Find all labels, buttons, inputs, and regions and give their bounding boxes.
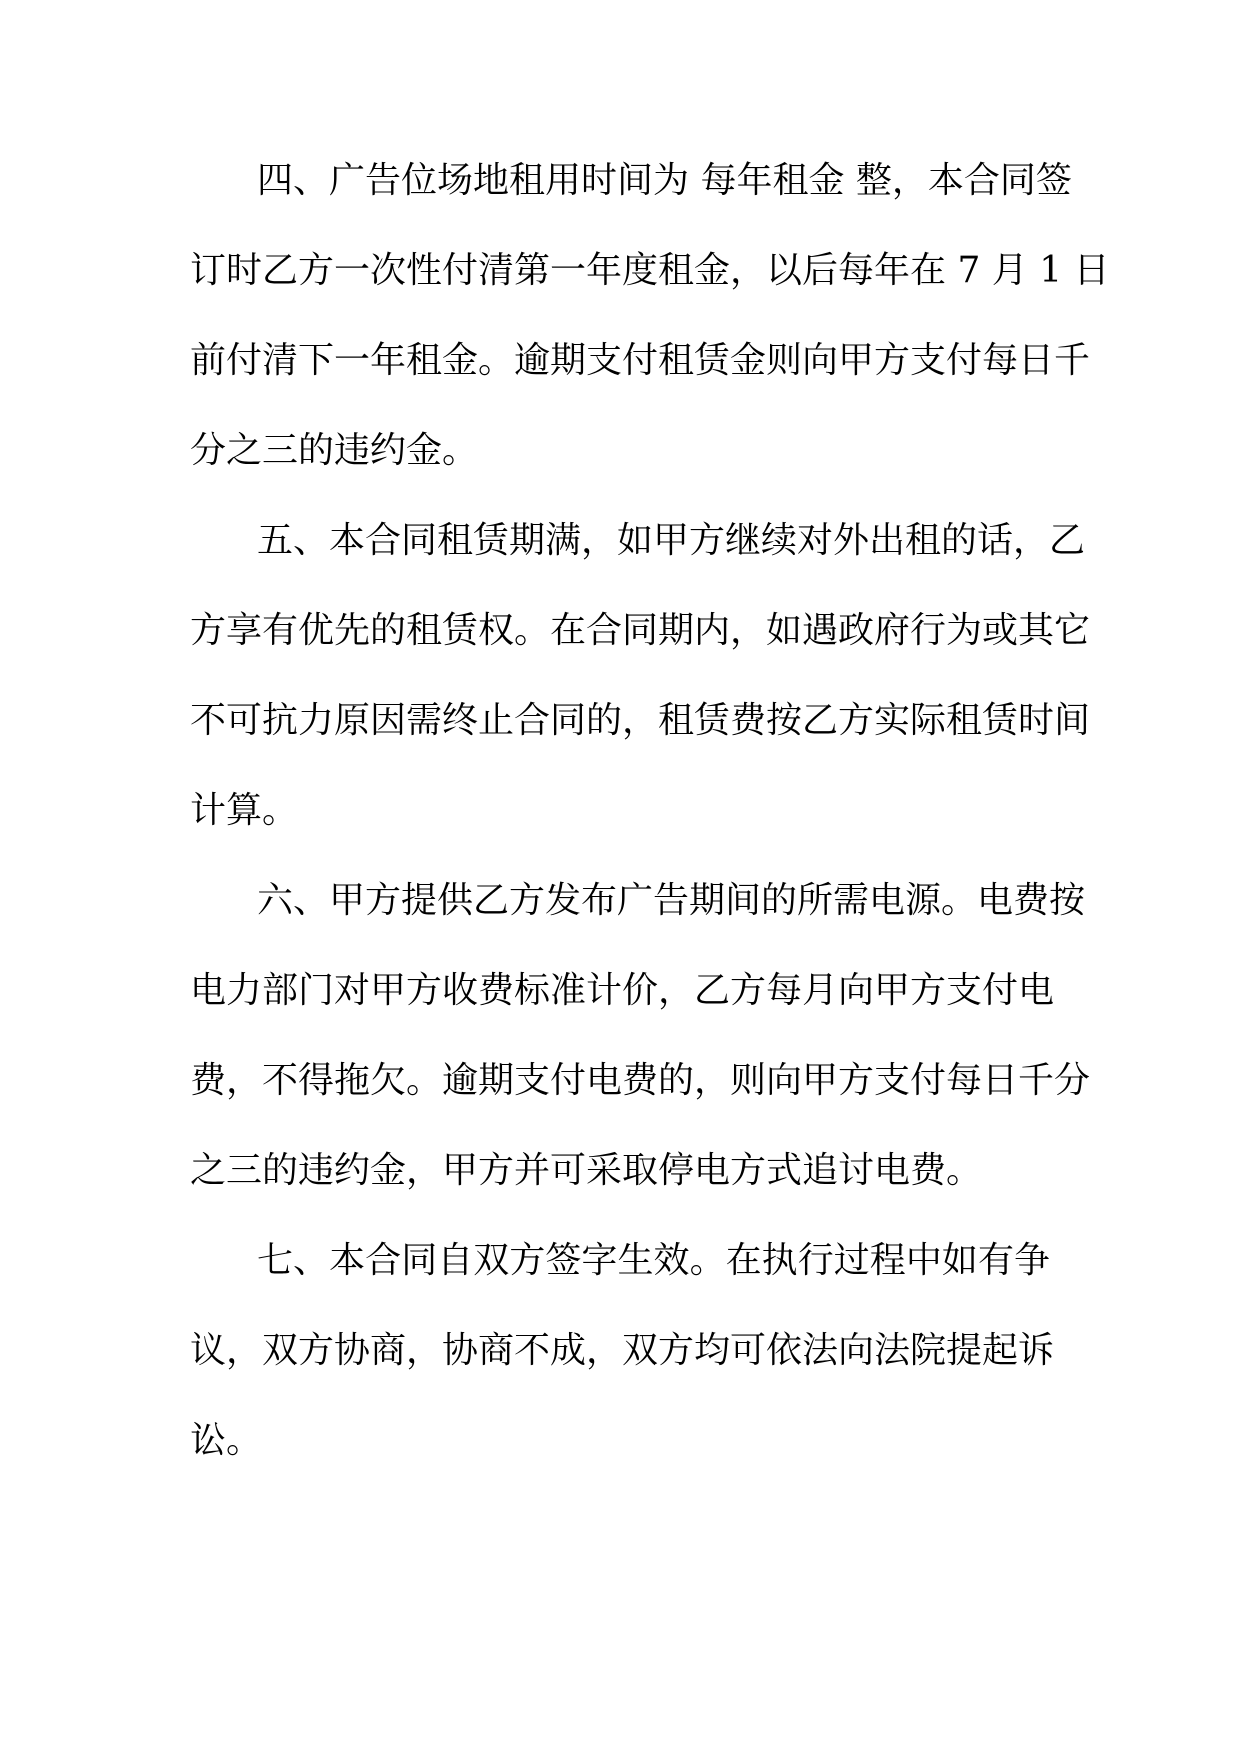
paragraph-4-line-3: 前付清下一年租金。逾期支付租赁金则向甲方支付每日千: [190, 340, 1091, 381]
paragraph-4-line-1: 四、广告位场地租用时间为 每年租金 整，本合同签: [257, 160, 1072, 201]
paragraph-6-line-3: 费，不得拖欠。逾期支付电费的，则向甲方支付每日千分: [190, 1060, 1091, 1101]
paragraph-7-line-2: 议，双方协商，协商不成，双方均可依法向法院提起诉: [190, 1330, 1055, 1371]
paragraph-5-line-3: 不可抗力原因需终止合同的，租赁费按乙方实际租赁时间: [190, 700, 1091, 741]
paragraph-5-line-4: 计算。: [190, 790, 299, 831]
paragraph-6-line-2: 电力部门对甲方收费标准计价，乙方每月向甲方支付电: [190, 970, 1055, 1011]
paragraph-7-line-1: 七、本合同自双方签字生效。在执行过程中如有争: [257, 1240, 1050, 1281]
paragraph-7-line-3: 讼。: [190, 1420, 263, 1461]
paragraph-6-line-1: 六、甲方提供乙方发布广告期间的所需电源。电费按: [257, 880, 1086, 921]
paragraph-5-line-2: 方享有优先的租赁权。在合同期内，如遇政府行为或其它: [190, 610, 1091, 651]
paragraph-4-line-4: 分之三的违约金。: [190, 430, 479, 471]
paragraph-5-line-1: 五、本合同租赁期满，如甲方继续对外出租的话，乙: [257, 520, 1086, 561]
paragraph-6-line-4: 之三的违约金，甲方并可采取停电方式追讨电费。: [190, 1150, 983, 1191]
paragraph-4-line-2: 订时乙方一次性付清第一年度租金，以后每年在 7 月 1 日: [190, 250, 1110, 291]
